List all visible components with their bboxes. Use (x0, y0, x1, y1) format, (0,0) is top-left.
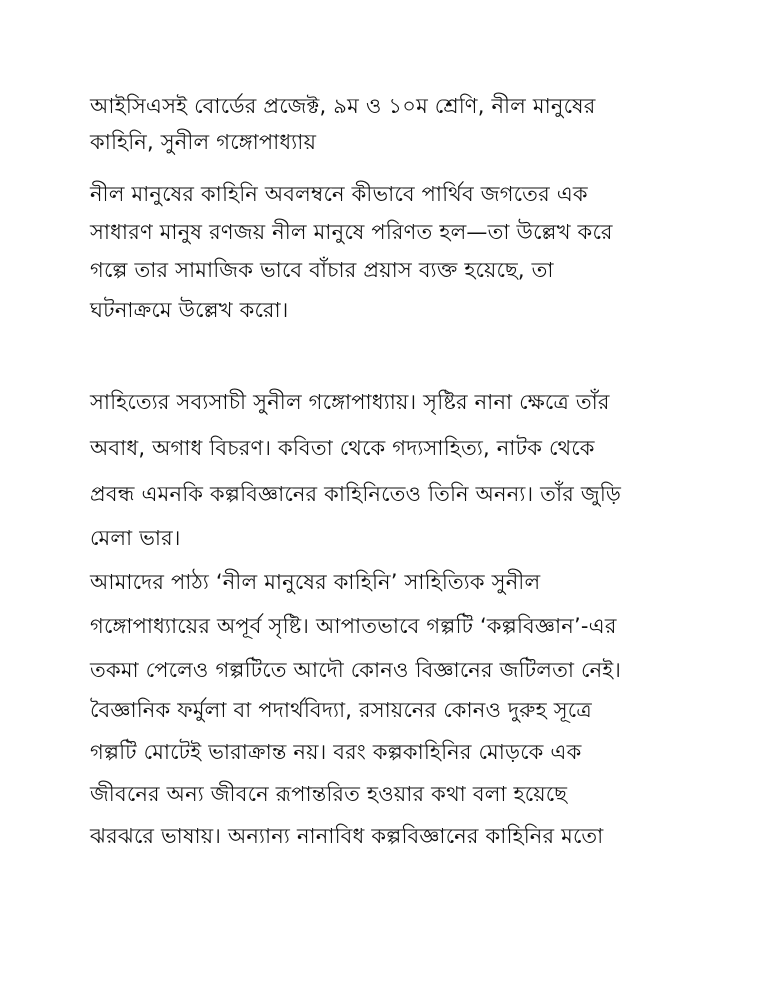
paragraph2-line: গঙ্গোপাধ্যায়ের অপূর্ব সৃষ্টি। আপাতভাবে গল্পটি ‘কল্পবিজ্ঞান’-এর (90, 614, 617, 638)
question-line: সাধারণ মানুষ রণজয় নীল মানুষে পরিণত হল—তা উল্লেখ করে (90, 220, 613, 244)
question-line: নীল মানুষের কাহিনি অবলম্বনে কীভাবে পার্থিব জগতের এক (90, 182, 588, 206)
paragraph2-line: গল্পটি মোটেই ভারাক্রান্ত নয়। বরং কল্পকাহিনির মোড়কে এক (90, 740, 582, 764)
paragraph2-line: ঝরঝরে ভাষায়। অন্যান্য নানাবিধ কল্পবিজ্ঞানের কাহিনির মতো (90, 824, 604, 848)
title-line: আইসিএসই বোর্ডের প্রজেক্ট, ৯ম ও ১০ম শ্রেণি, নীল মানুষের (90, 94, 596, 118)
paragraph2-line: জীবনের অন্য জীবনে রূপান্তরিত হওয়ার কথা বলা হয়েছে (90, 782, 568, 806)
question-line: ঘটনাক্রমে উল্লেখ করো। (90, 298, 289, 322)
paragraph1-line: মেলা ভার। (90, 526, 181, 550)
title-line: কাহিনি, সুনীল গঙ্গোপাধ্যায় (90, 130, 317, 154)
paragraph2-line: তকমা পেলেও গল্পটিতে আদৌ কোনও বিজ্ঞানের জটিলতা নেই। (90, 658, 622, 682)
paragraph1-line: সাহিত্যের সব্যসাচী সুনীল গঙ্গোপাধ্যায়। সৃষ্টির নানা ক্ষেত্রে তাঁর (90, 390, 610, 414)
paragraph1-line: প্রবন্ধ এমনকি কল্পবিজ্ঞানের কাহিনিতেও তিনি অনন্য। তাঁর জুড়ি (90, 482, 622, 506)
paragraph1-line: অবাধ, অগাধ বিচরণ। কবিতা থেকে গদ্যসাহিত্য, নাটক থেকে (90, 436, 595, 460)
paragraph2-line: বৈজ্ঞানিক ফর্মুলা বা পদার্থবিদ্যা, রসায়নের কোনও দুরুহ সূত্রে (90, 698, 592, 722)
question-line: গল্পে তার সামাজিক ভাবে বাঁচার প্রয়াস ব্যক্ত হয়েছে, তা (90, 258, 554, 282)
paragraph2-line: আমাদের পাঠ্য ‘নীল মানুষের কাহিনি’ সাহিত্যিক সুনীল (90, 570, 541, 594)
